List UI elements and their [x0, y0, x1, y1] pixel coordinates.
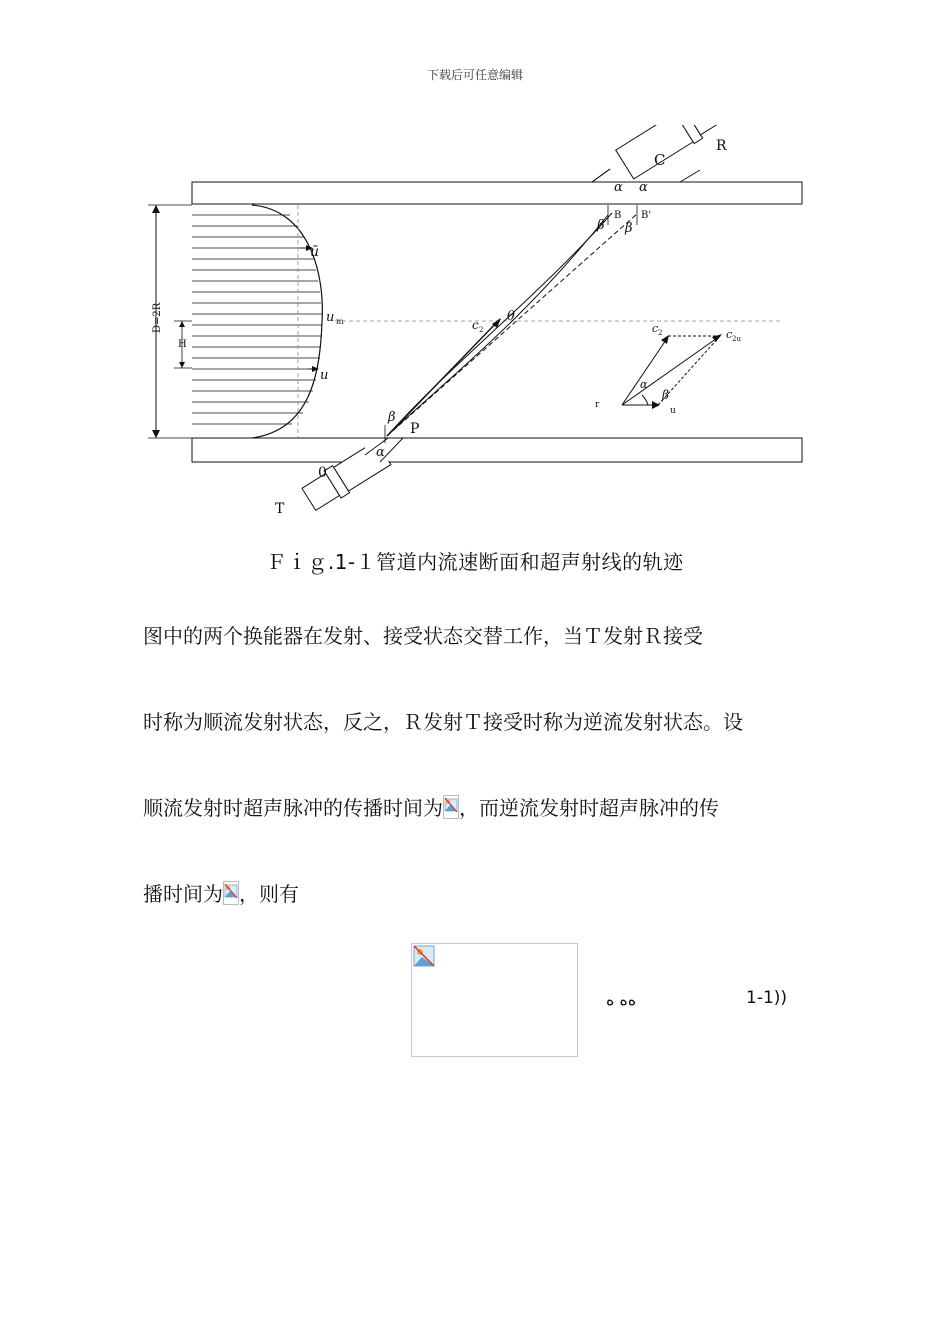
svg-text:m: m: [336, 317, 344, 326]
svg-text:β: β: [388, 410, 396, 425]
broken-image-icon: [413, 945, 435, 967]
p-label: P: [410, 421, 420, 437]
svg-text:β: β: [597, 218, 605, 233]
velocity-profile: [192, 215, 322, 424]
u-label: u: [320, 368, 329, 383]
svg-text:B: B: [614, 210, 622, 221]
transducer-R: [615, 125, 727, 181]
profile-curve: [252, 205, 322, 438]
u-bar-label: ū: [310, 244, 320, 260]
page-header: 下载后可任意编辑: [426, 68, 523, 82]
equation-number: 1-1)): [746, 988, 788, 1008]
svg-text:β: β: [662, 388, 669, 402]
t-label: T: [275, 501, 285, 517]
svg-text:c: c: [726, 328, 733, 341]
svg-text:2u: 2u: [732, 335, 741, 343]
um-label: u: [326, 310, 335, 325]
h-label: H: [178, 339, 187, 350]
svg-text:α: α: [640, 378, 648, 391]
broken-image-icon: [223, 881, 239, 905]
figure-caption: Ｆｉｇ.1-１管道内流速断面和超声射线的轨迹: [266, 550, 684, 574]
c-label: C: [654, 151, 666, 169]
pipe-top-wall: [192, 182, 802, 204]
velocity-vector-triangle: [622, 336, 720, 405]
paragraph-line-2: 时称为顺流发射状态，反之，Ｒ发射Ｔ接受时称为逆流发射状态。设: [143, 710, 743, 734]
o-label: 0: [318, 465, 327, 481]
svg-text:α: α: [376, 445, 385, 460]
svg-text:c: c: [472, 318, 479, 332]
svg-text:c: c: [652, 322, 659, 335]
svg-text:r: r: [595, 400, 600, 410]
svg-text:α: α: [614, 180, 623, 195]
svg-text:2: 2: [479, 326, 484, 334]
svg-text:B': B': [641, 210, 652, 221]
paragraph-line-4: 播时间为 ，则有: [143, 882, 299, 906]
pipe-flow-diagram: [140, 125, 820, 525]
diameter-label: D=2R: [152, 302, 163, 333]
svg-text:u: u: [670, 406, 676, 416]
broken-image-icon: [443, 795, 459, 819]
r-label: R: [716, 138, 727, 154]
paragraph-line-1: 图中的两个换能器在发射、接受状态交替工作，当Ｔ发射Ｒ接受: [143, 624, 703, 648]
equation-spacer-text: ﻩﻩ ﻩ: [606, 990, 637, 1009]
svg-text:α: α: [639, 180, 648, 195]
svg-text:β: β: [625, 221, 633, 236]
svg-text:θ: θ: [507, 309, 515, 324]
pipe-bottom-wall: [192, 438, 802, 462]
equation-image-placeholder: [411, 943, 578, 1057]
paragraph-line-3: 顺流发射时超声脉冲的传播时间为 ，而逆流发射时超声脉冲的传: [143, 796, 719, 820]
svg-text:2: 2: [658, 329, 663, 337]
